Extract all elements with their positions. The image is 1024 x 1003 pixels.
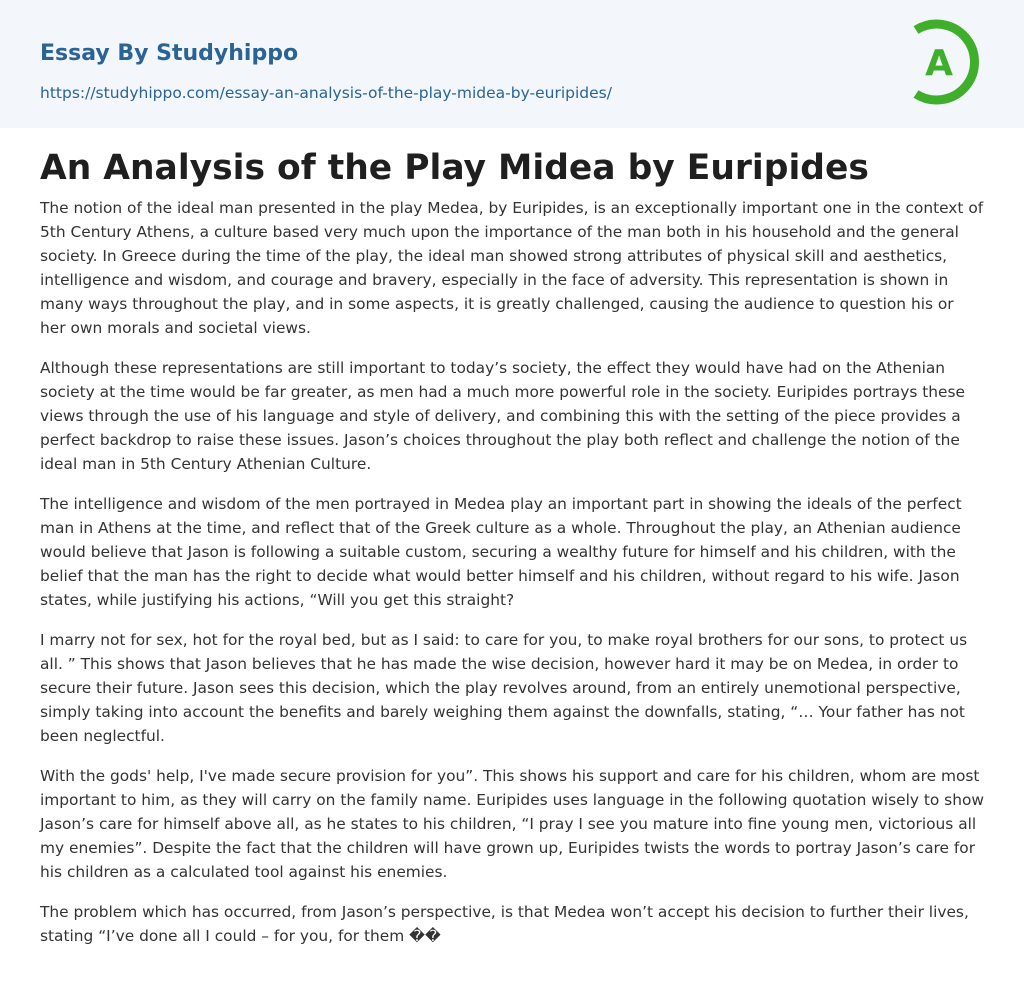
- paragraph: Although these representations are still important to today’s society, the effect they would have had on the Athenian society at the time would be far greater, as men had a much more powerful role in the society. Euripides portrays these views through the use of his language and style of delivery, and combining this with the setting of the piece provides a perfect backdrop to raise these issues. Jason’s choices throughout the play both reflect and challenge the notion of the ideal man in 5th Century Athenian Culture.: [40, 359, 965, 473]
- essay-url-link[interactable]: https://studyhippo.com/essay-an-analysis-of-the-play-midea-by-euripides/: [40, 84, 612, 102]
- article: [0, 128, 1024, 948]
- studyhippo-logo-icon[interactable]: [908, 16, 990, 108]
- paragraph: The problem which has occurred, from Jason’s perspective, is that Medea won’t accept his decision to further their lives, stating “I’ve done all I could – for you, for them ��: [40, 903, 969, 945]
- page-title: An Analysis of the Play Midea by Euripides: [40, 148, 869, 188]
- logo-letter: A: [925, 43, 953, 84]
- paragraph: The notion of the ideal man presented in the play Medea, by Euripides, is an exceptionally important one in the context of 5th Century Athens, a culture based very much upon the importance of the man both in his household and the general society. In Greece during the time of the play, the ideal man showed strong attributes of physical skill and aesthetics, intelligence and wisdom, and courage and bravery, especially in the face of adversity. This representation is shown in many ways throughout the play, and in some aspects, it is greatly challenged, causing the audience to question his or her own morals and societal views.: [40, 199, 984, 337]
- brand-title[interactable]: Essay By Studyhippo: [40, 41, 299, 66]
- site-header: [0, 0, 1024, 128]
- paragraph: The intelligence and wisdom of the men portrayed in Medea play an important part in showing the ideals of the perfect man in Athens at the time, and reflect that of the Greek culture as a whole. Throughout the play, an Athenian audience would believe that Jason is following a suitable custom, securing a wealthy future for himself and his children, with the belief that the man has the right to decide what would better himself and his children, without regard to his wife. Jason states, while justifying his actions, “Will you get this straight?: [40, 495, 962, 609]
- paragraph: I marry not for sex, hot for the royal bed, but as I said: to care for you, to make royal brothers for our sons, to protect us all. ” This shows that Jason believes that he has made the wise decision, however hard it may be on Medea, in order to secure their future. Jason sees this decision, which the play revolves around, from an entirely unemotional perspective, simply taking into account the benefits and barely weighing them against the downfalls, stating, “… Your father has not been neglectful.: [40, 631, 968, 745]
- paragraph: With the gods' help, I've made secure provision for you”. This shows his support and care for his children, whom are most important to him, as they will carry on the family name. Euripides uses language in the following quotation wisely to show Jason’s care for himself above all, as he states to his children, “I pray I see you mature into fine young men, victorious all my enemies”. Despite the fact that the children will have grown up, Euripides twists the words to portray Jason’s care for his children as a calculated tool against his enemies.: [40, 767, 984, 881]
